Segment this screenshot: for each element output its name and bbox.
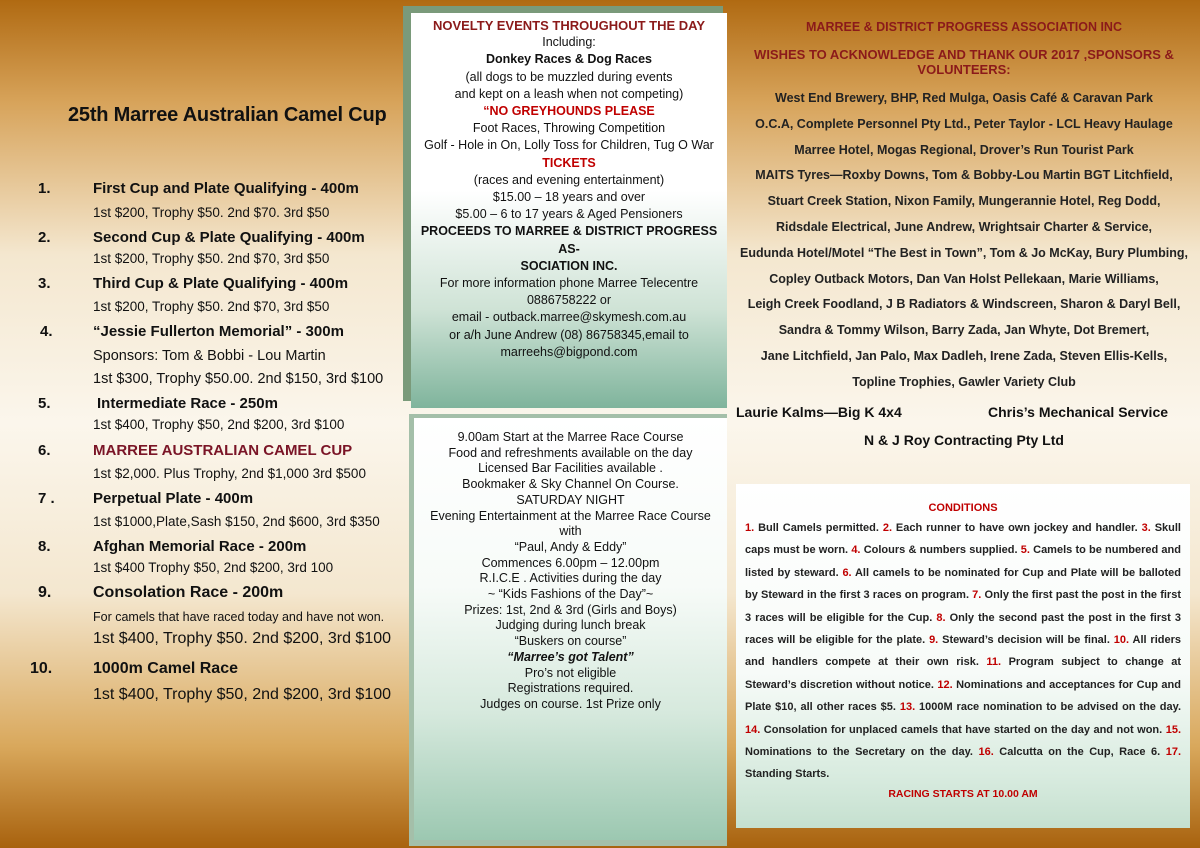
race-prizes: 1st $200, Trophy $50. 2nd $70, 3rd $50 [93, 299, 330, 314]
price-child: $5.00 – 6 to 17 years & Aged Pensioners [455, 207, 683, 222]
race-name: Third Cup & Plate Qualifying - 400m [93, 275, 349, 292]
price-adult: $15.00 – 18 years and over [492, 190, 646, 205]
schedule-line: Judging during lunch break [495, 618, 646, 633]
race-number: 10. [30, 660, 53, 677]
email-text: email - outback.marree@skymesh.com.au [451, 310, 687, 325]
schedule-line: SATURDAY NIGHT [516, 492, 625, 507]
race-number: 3. [38, 275, 51, 292]
race-name: “Jessie Fullerton Memorial” - 300m [93, 323, 344, 340]
schedule-line: “Paul, Andy & Eddy” [514, 539, 627, 554]
condition-number: 3. [1141, 522, 1151, 534]
tickets-heading: TICKETS [542, 155, 596, 170]
schedule-line: Bookmaker & Sky Channel On Course. [462, 477, 679, 492]
race-name: 1000m Camel Race [93, 660, 238, 677]
race-sponsors: Sponsors: Tom & Bobbi - Lou Martin [93, 348, 326, 364]
muzzle-text-1: (all dogs to be muzzled during events [465, 69, 673, 84]
condition-text: Steward’s decision will be final. [938, 634, 1114, 647]
racing-starts-text: RACING STARTS AT 10.00 AM [888, 787, 1038, 800]
condition-text: Bull Camels permitted. [754, 522, 883, 534]
including-text: Including: [542, 35, 596, 50]
race-name: Afghan Memorial Race - 200m [93, 538, 307, 555]
conditions-panel [736, 484, 1190, 828]
schedule-line: with [559, 524, 582, 539]
sponsor-line: West End Brewery, BHP, Red Mulga, Oasis Café & Caravan Park [775, 91, 1153, 105]
sponsor-line: Ridsdale Electrical, June Andrew, Wrightsair Charter & Service, [775, 219, 1153, 234]
race-prizes: 1st $400, Trophy $50. 2nd $200, 3rd $100 [93, 630, 392, 647]
sponsor-line: MAITS Tyres—Roxby Downs, Tom & Bobby-Lou Martin BGT Litchfield, [755, 168, 1173, 183]
race-number: 2. [38, 229, 51, 246]
condition-number: 15. [1165, 723, 1181, 736]
race-prizes: 1st $400 Trophy $50, 2nd $200, 3rd 100 [93, 560, 334, 575]
condition-number: 7. [972, 589, 982, 602]
race-note: For camels that have raced today and have not won. [93, 610, 385, 624]
race-prizes: 1st $200, Trophy $50. 2nd $70, 3rd $50 [93, 251, 330, 266]
race-prizes: 1st $400, Trophy $50, 2nd $200, 3rd $100 [93, 686, 392, 703]
condition-number: 13. [899, 701, 916, 714]
muzzle-text-2: and kept on a leash when not competing) [454, 86, 684, 101]
race-number: 5. [38, 395, 51, 412]
race-name: Second Cup & Plate Qualifying - 400m [93, 229, 365, 246]
condition-text: Nominations to the Secretary on the day. [745, 746, 979, 759]
race-number: 4. [40, 323, 53, 340]
race-prizes: 1st $400, Trophy $50, 2nd $200, 3rd $100 [93, 417, 345, 432]
condition-text: Nominations and acceptances for Cup and Plate $10, all other races $5. [745, 678, 1181, 714]
no-greyhounds-text: “NO GREYHOUNDS PLEASE [483, 104, 655, 119]
condition-number: 8. [936, 611, 946, 624]
race-name: Perpetual Plate - 400m [93, 490, 254, 507]
foot-races-text: Foot Races, Throwing Competition [472, 121, 666, 136]
condition-number: 14. [745, 723, 761, 736]
novelty-title: NOVELTY EVENTS THROUGHOUT THE DAY [432, 18, 706, 33]
race-number: 1. [38, 180, 51, 197]
race-prizes: 1st $2,000. Plus Trophy, 2nd $1,000 3rd $500 [93, 466, 366, 481]
condition-number: 9. [929, 634, 939, 647]
race-number: 8. [38, 538, 51, 555]
condition-text: Camels to be numbered and listed by steward. [745, 544, 1181, 579]
schedule-line: 9.00am Start at the Marree Race Course [457, 430, 684, 444]
schedule-line: “Buskers on course” [514, 634, 627, 649]
sponsor-line: O.C.A, Complete Personnel Pty Ltd., Peter Taylor - LCL Heavy Haulage [755, 116, 1173, 131]
race-prizes: 1st $300, Trophy $50.00. 2nd $150, 3rd $100 [93, 371, 384, 387]
condition-number: 17. [1165, 746, 1181, 759]
proceeds-text-1: PROCEEDS TO MARREE & DISTRICT PROGRESS AS- [420, 224, 718, 256]
condition-text: Standing Starts. [745, 768, 830, 781]
sponsor-line: Leigh Creek Foodland, J B Radiators & Windscreen, Sharon & Daryl Bell, [747, 297, 1181, 312]
condition-text: Each runner to have own jockey and handler. [892, 522, 1142, 534]
schedule-line: Evening Entertainment at the Marree Race Course [430, 508, 711, 523]
schedule-line: Food and refreshments available on the day [448, 445, 693, 460]
sponsor-line: Marree Hotel, Mogas Regional, Drover’s Run Tourist Park [794, 142, 1134, 157]
sponsor-line: Copley Outback Motors, Dan Van Holst Pellekaan, Marie Williams, [769, 271, 1159, 286]
extra-sponsor-c: N & J Roy Contracting Pty Ltd [864, 432, 1064, 448]
schedule-line: “Marree’s got Talent” [507, 649, 634, 664]
sponsor-line: Eudunda Hotel/Motel “The Best in Town”, Tom & Jo McKay, Bury Plumbing, [740, 245, 1188, 260]
after-hours-text: or a/h June Andrew (08) 86758345,email to [449, 327, 689, 342]
extra-sponsor-b: Chris’s Mechanical Service [988, 404, 1169, 420]
golf-text: Golf - Hole in On, Lolly Toss for Children, Tug O War [424, 138, 714, 153]
race-prizes: 1st $1000,Plate,Sash $150, 2nd $600, 3rd $350 [93, 514, 380, 529]
schedule-line: Pro’s not eligible [524, 665, 617, 680]
condition-number: 5. [1020, 544, 1030, 557]
thanks-subtitle: WISHES TO ACKNOWLEDGE AND THANK OUR 2017 ,SPONSORS & VOLUNTEERS: [754, 47, 1174, 77]
email-text-2: marreehs@bigpond.com [500, 344, 638, 359]
schedule-line: R.I.C.E . Activities during the day [479, 571, 662, 586]
race-program [0, 0, 405, 848]
condition-text: 1000M race nomination to be advised on the day. [915, 701, 1181, 714]
sponsor-line: Stuart Creek Station, Nixon Family, Mungerannie Hotel, Reg Dodd, [767, 194, 1161, 209]
condition-number: 2. [882, 522, 893, 534]
race-name: Intermediate Race - 250m [97, 395, 278, 412]
condition-text: Skull caps must be worn. [745, 522, 1181, 557]
schedule-line: Commences 6.00pm – 12.00pm [481, 555, 660, 570]
condition-text: Colours & numbers supplied. [860, 544, 1021, 557]
info-text: For more information phone Marree Telecentre [439, 276, 699, 291]
schedule-line: Registrations required. [507, 681, 634, 696]
proceeds-text-2: SOCIATION INC. [520, 258, 618, 273]
sponsors-section [728, 20, 1200, 396]
page-title: 25th Marree Australian Camel Cup [68, 104, 387, 126]
race-name: MARREE AUSTRALIAN CAMEL CUP [93, 442, 353, 459]
condition-text: All camels to be nominated for Cup and Plate will be balloted by Steward in the first 3 races on program. [745, 566, 1181, 602]
sponsor-line: Topline Trophies, Gawler Variety Club [852, 374, 1076, 389]
races-evening-text: (races and evening entertainment) [473, 172, 665, 187]
condition-text: All riders and handlers compete at their own risk. [745, 634, 1182, 669]
sponsors-list [728, 86, 1200, 396]
schedule-line: ~ “Kids Fashions of the Day”~ [487, 587, 654, 602]
condition-text: Program subject to change at Steward’s discretion without notice. [745, 656, 1181, 691]
schedule-line: Judges on course. 1st Prize only [480, 696, 661, 711]
schedule-panel [414, 418, 727, 840]
race-prizes: 1st $200, Trophy $50. 2nd $70. 3rd $50 [93, 205, 330, 220]
condition-text: Calcutta on the Cup, Race 6. [993, 746, 1166, 759]
condition-number: 12. [937, 678, 953, 691]
conditions-text [736, 514, 1190, 786]
condition-text: Only the first past the post in the first 3 races will be eligible for the Cup. [745, 589, 1181, 624]
condition-number: 10. [1113, 634, 1130, 647]
condition-text: Only the second past the post in the first 3 races will be eligible for the plate. [745, 611, 1181, 647]
association-title: MARREE & DISTRICT PROGRESS ASSOCIATION INC [806, 20, 1122, 34]
race-name: First Cup and Plate Qualifying - 400m [93, 180, 359, 197]
novelty-events-panel [411, 13, 727, 408]
condition-number: 16. [978, 746, 994, 759]
race-name: Consolation Race - 200m [93, 584, 284, 601]
race-number: 7 . [38, 490, 55, 507]
extra-sponsor-a: Laurie Kalms—Big K 4x4 [736, 404, 902, 420]
race-number: 6. [38, 442, 51, 459]
condition-text: Consolation for unplaced camels that have started on the day and not won. [760, 723, 1166, 736]
conditions-title: CONDITIONS [928, 502, 998, 514]
schedule-line: Prizes: 1st, 2nd & 3rd (Girls and Boys) [464, 602, 677, 617]
condition-number: 11. [986, 656, 1002, 669]
condition-number: 1. [745, 522, 755, 534]
race-number: 9. [38, 584, 52, 601]
schedule-line: Licensed Bar Facilities available . [478, 461, 663, 476]
sponsor-line: Jane Litchfield, Jan Palo, Max Dadleh, Irene Zada, Steven Ellis-Kells, [760, 348, 1168, 363]
donkey-races-text: Donkey Races & Dog Races [485, 52, 653, 67]
sponsor-line: Sandra & Tommy Wilson, Barry Zada, Jan Whyte, Dot Bremert, [778, 323, 1150, 338]
condition-number: 4. [851, 544, 861, 557]
condition-number: 6. [842, 566, 852, 579]
phone-text: 0886758222 or [526, 293, 612, 308]
